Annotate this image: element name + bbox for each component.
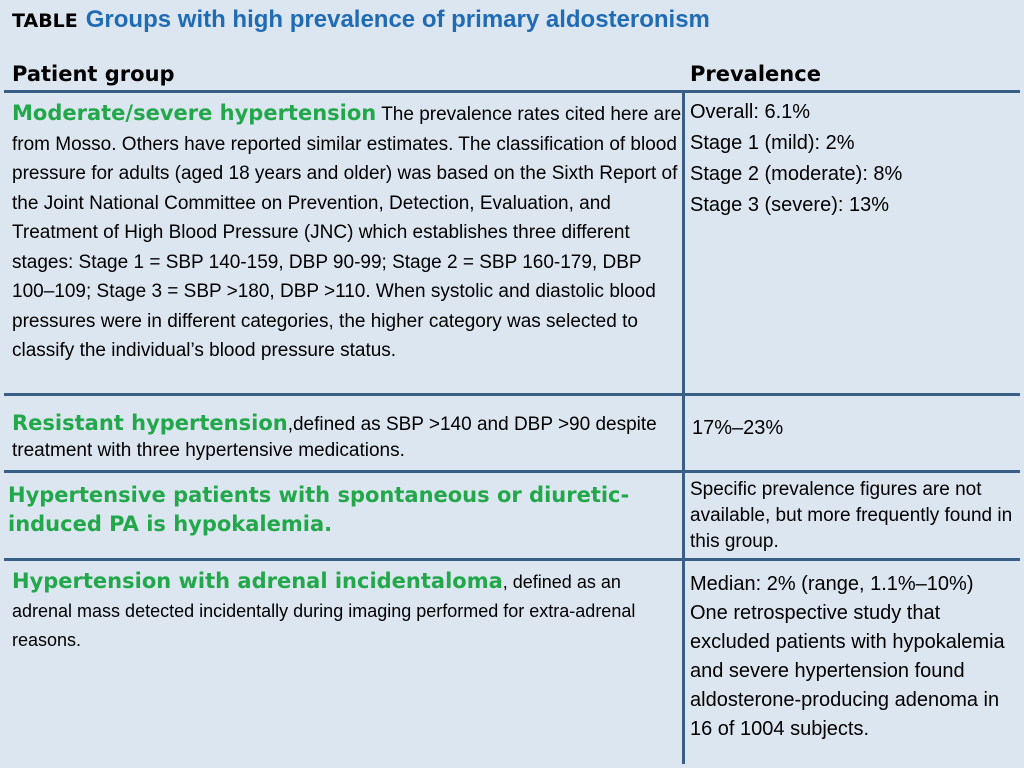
page-title: Groups with high prevalence of primary aldosteronism — [85, 6, 710, 33]
row-2-heading: Resistant hypertension — [12, 411, 288, 435]
prevalence-line: 17%–23% — [692, 417, 784, 439]
row-1-heading: Moderate/severe hypertension — [12, 101, 377, 125]
table-title — [12, 6, 710, 34]
prevalence-line: One retrospective study that excluded patients with hypokalemia and severe hypertension found aldosterone-producing adenoma in 16 of 1004 subjects. — [690, 602, 1005, 740]
column-header-patient-group: Patient group — [12, 62, 175, 86]
prevalence-line: Overall: 6.1% — [690, 101, 811, 123]
row-2-group-cell — [12, 410, 680, 464]
prevalence-line: Stage 1 (mild): 2% — [690, 132, 855, 154]
row-3-group-cell — [8, 482, 648, 540]
row-4-description: , defined as an adrenal mass detected incidentally during imaging performed for extra-adrenal reasons. — [12, 572, 636, 650]
row-3-prevalence-cell — [690, 477, 1024, 555]
row-4-prevalence-cell — [690, 570, 1024, 744]
prevalence-text: Specific prevalence figures are not available, but more frequently found in this group. — [690, 479, 1013, 552]
row-1-description: The prevalence rates cited here are from Mosso. Others have reported similar estimates. The classification of blood pressure for adults (aged 18 years and older) was based on the Sixth Report of the Joint National Committee on Prevention, Detection, Evaluation, and Treatment of High Blood Pressure (JNC) which establishes three different stages: Stage 1 = SBP 140-159, DBP 90-99; Stage 2 = SBP 160-179, DBP 100–109; Stage 3 = SBP >180, DBP >110. When systolic and diastolic blood pressures were in different categories, the higher category was selected to classify the individual’s blood pressure status. — [12, 104, 682, 361]
row-1-group-cell — [12, 99, 684, 366]
row-divider — [4, 558, 1020, 561]
row-divider — [4, 470, 1020, 473]
header-rule — [4, 90, 1020, 93]
column-header-prevalence: Prevalence — [690, 62, 821, 86]
row-4-heading: Hypertension with adrenal incidentaloma — [12, 569, 503, 593]
prevalence-line: Median: 2% (range, 1.1%–10%) — [690, 573, 974, 595]
prevalence-line: Stage 2 (moderate): 8% — [690, 163, 903, 185]
row-4-group-cell — [12, 567, 667, 655]
row-3-heading: Hypertensive patients with spontaneous or diuretic-induced PA is hypokalemia. — [8, 483, 630, 536]
row-divider — [4, 393, 1020, 396]
row-2-prevalence-cell — [692, 413, 783, 444]
prevalence-line: Stage 3 (severe): 13% — [690, 194, 889, 216]
row-2-description: ,defined as SBP >140 and DBP >90 despite treatment with three hypertensive medications. — [12, 414, 657, 461]
row-1-prevalence-cell — [690, 97, 902, 221]
table-label: TABLE — [12, 10, 78, 32]
